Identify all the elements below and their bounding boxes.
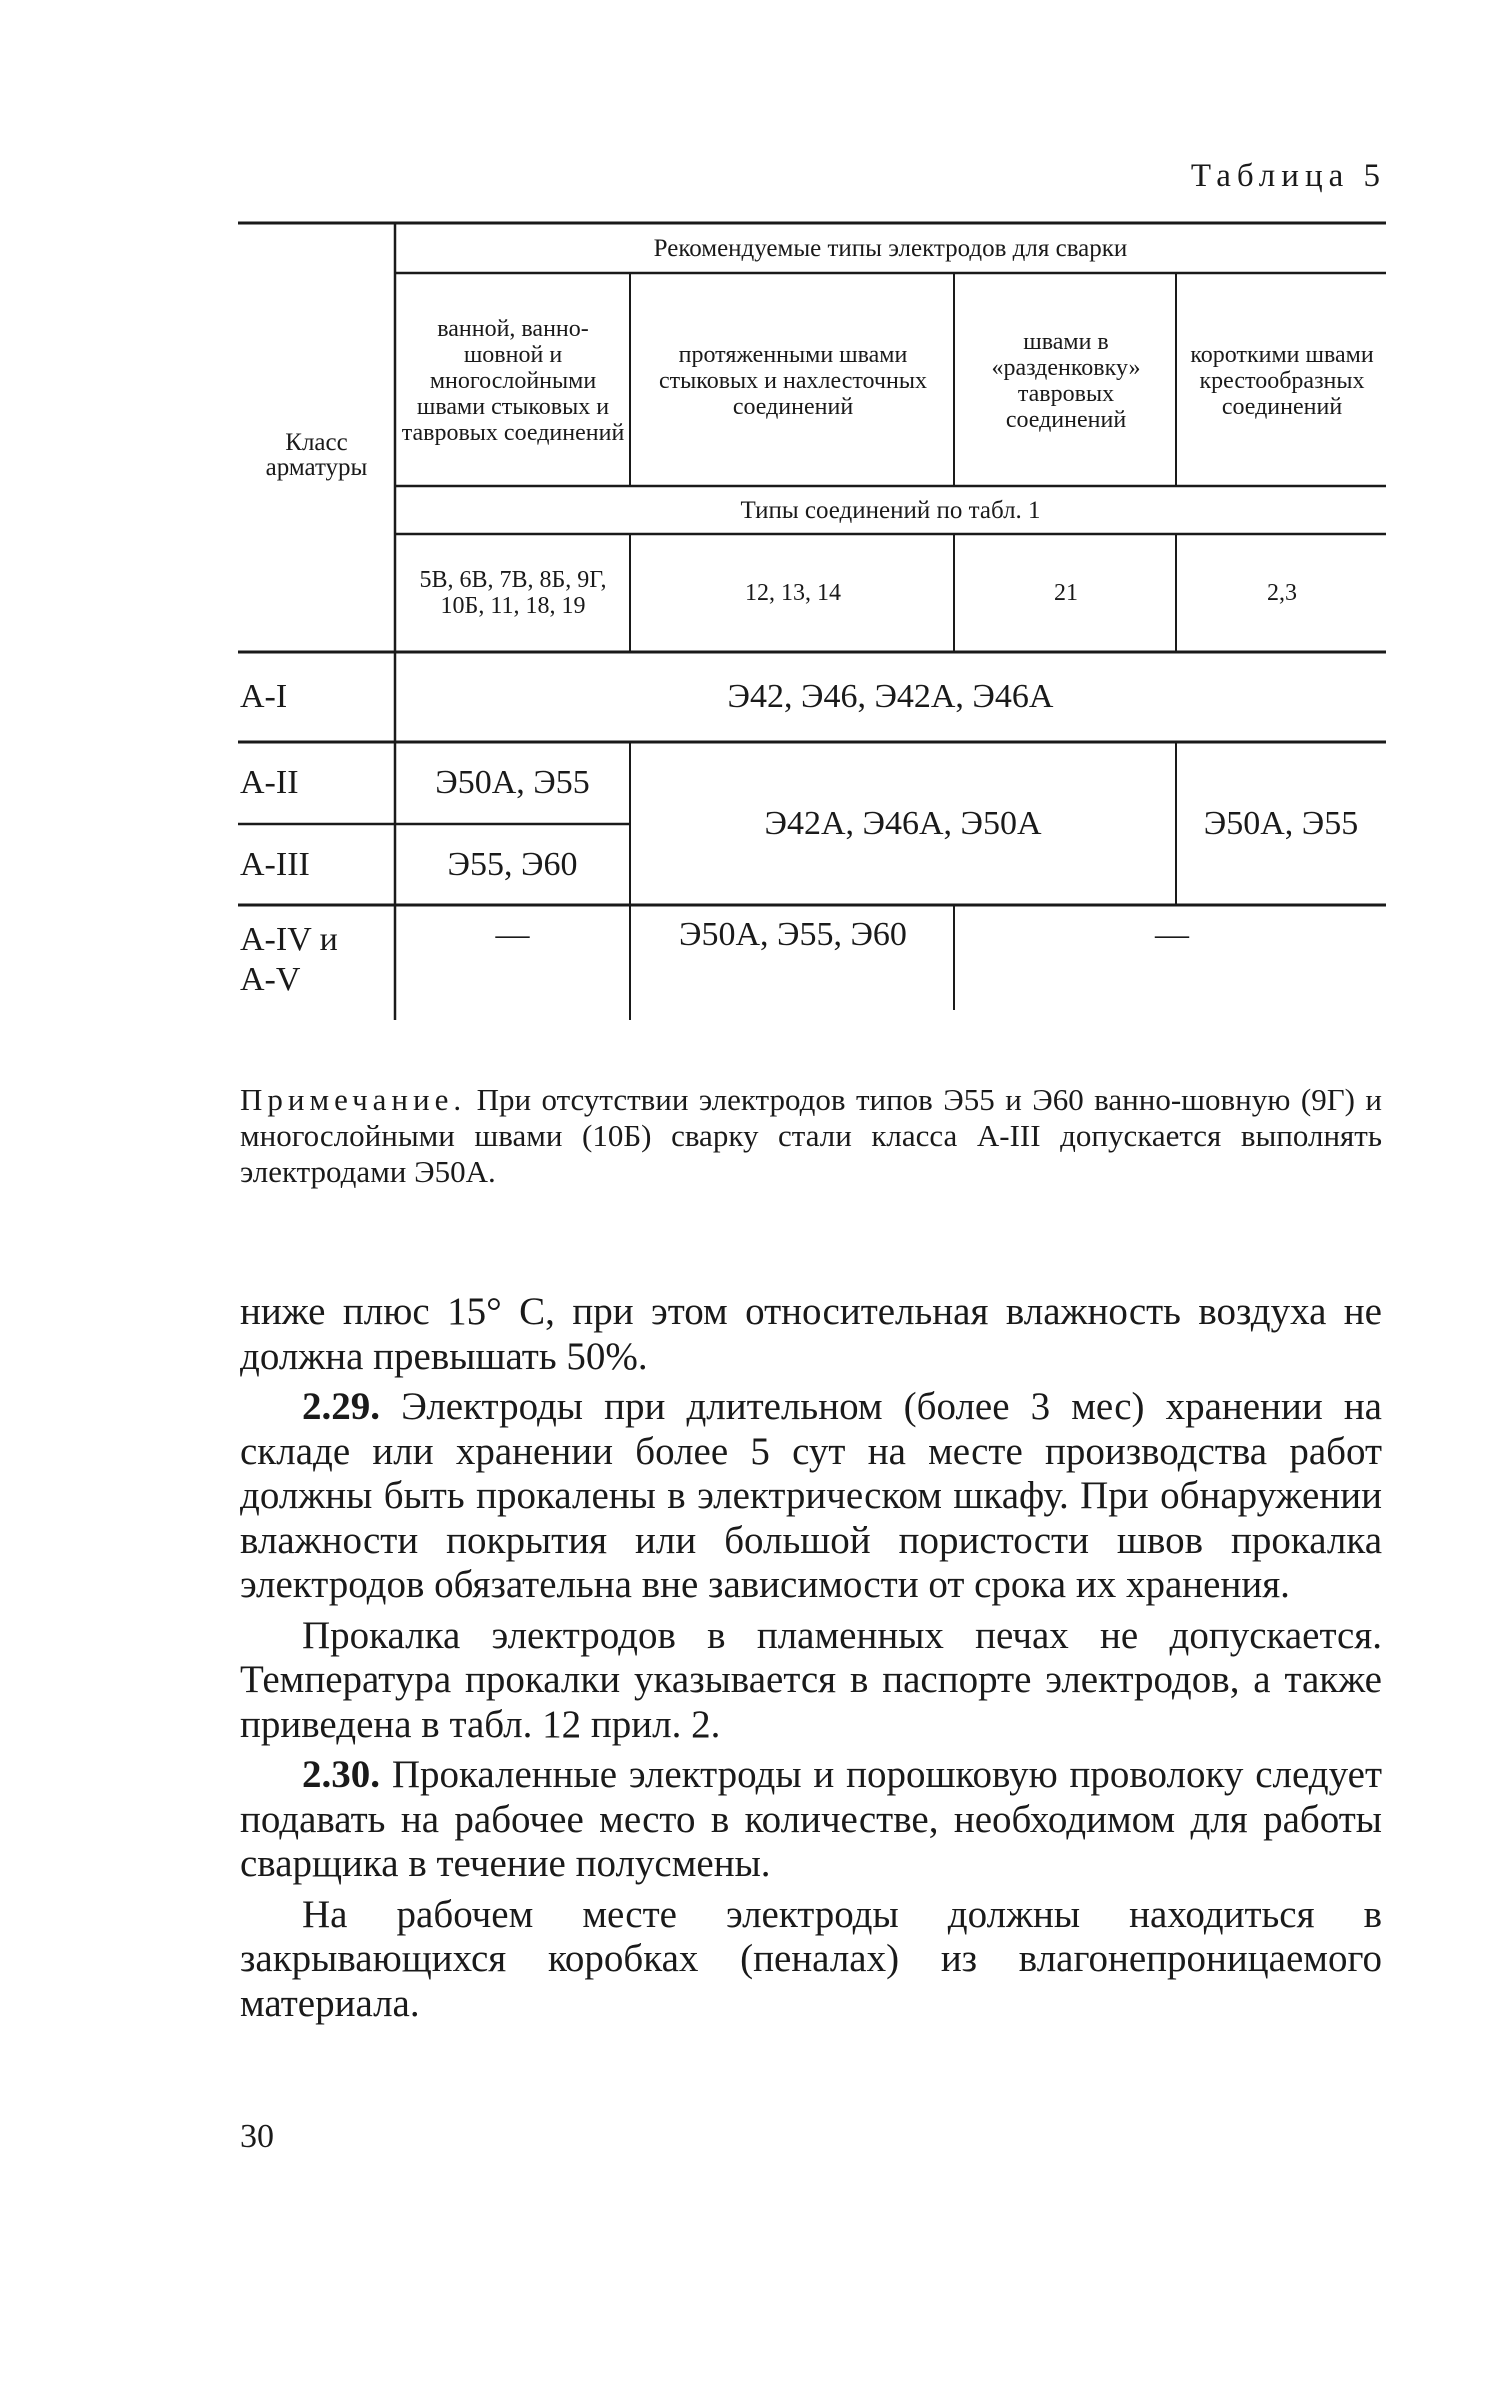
row-a45-short: — <box>1155 916 1189 953</box>
row-a1-value: Э42, Э46, Э42А, Э46А <box>727 678 1054 715</box>
body-text <box>240 1290 1382 2026</box>
row-a45-extended: Э50А, Э55, Э60 <box>679 916 907 953</box>
col-header-bath: ванной, ванно-шовной и многослойными швами стыковых и тавровых соединений <box>401 316 625 446</box>
paragraph-2-text: Электроды при длительном (более 3 мес) хранении на складе или хранении более 5 сут на месте производства работ должны быть прокалены в электрическом шкафу. При обнаружении влажности покрытия или большой пористости швов прокалка электродов обязательна вне зависимости от срока их хранения. <box>240 1385 1382 1606</box>
table-note <box>240 1082 1382 1190</box>
paragraph-4 <box>240 1753 1382 1887</box>
joint-types-header: Типы соединений по табл. 1 <box>740 496 1041 524</box>
row-a2-class: А-II <box>240 764 299 801</box>
recommended-header: Рекомендуемые типы электродов для сварки <box>653 235 1128 262</box>
row-a2-bath: Э50А, Э55 <box>435 764 590 801</box>
row-a1-class: А-I <box>240 678 288 715</box>
paragraph-3: Прокалка электродов в пламенных печах не допускается. Температура прокалки указывается в паспорте электродов, а также приведена в табл. 12 прил. 2. <box>240 1613 1382 1746</box>
note-text: При отсутствии электродов типов Э55 и Э60 ванно-шовную (9Г) и многослойными швами (10Б) сварку стали класса А-III допускается выполнять электродами Э50А. <box>240 1082 1382 1189</box>
paragraph-2 <box>240 1385 1382 1608</box>
paragraph-5: На рабочем месте электроды должны находиться в закрывающихся коробках (пеналах) из влагонепроницаемого материала. <box>240 1892 1382 2025</box>
note-label: Примечание. <box>240 1082 467 1117</box>
table-caption: Таблица 5 <box>1190 158 1386 194</box>
clause-2-30: 2.30. <box>302 1753 380 1796</box>
joint-types-bath: 5В, 6В, 7В, 8Б, 9Г, 10Б, 11, 18, 19 <box>419 567 607 619</box>
joint-types-short: 2,3 <box>1267 580 1297 606</box>
joint-types-extended: 12, 13, 14 <box>745 580 841 606</box>
row-a23-short: Э50А, Э55 <box>1203 805 1359 842</box>
paragraph-4-text: Прокаленные электроды и порошковую проволоку следует подавать на рабочее место в количестве, необходимом для работы сварщика в течение полусмены. <box>240 1753 1382 1885</box>
electrode-table <box>238 220 1386 1040</box>
joint-types-groove: 21 <box>1054 580 1078 606</box>
row-a3-class: А-III <box>240 846 310 883</box>
row-a45-class: А-IV и А-V <box>240 921 338 998</box>
clause-2-29: 2.29. <box>302 1385 380 1428</box>
row-a23-shared: Э42А, Э46А, Э50А <box>764 805 1042 842</box>
paragraph-1: ниже плюс 15° С, при этом относительная влажность воздуха не должна превышать 50%. <box>240 1290 1382 1378</box>
col-header-groove: швами в «разденковку» тавровых соединений <box>991 329 1141 433</box>
col-header-extended: протяженными швами стыковых и нахлесточных соединений <box>659 342 927 420</box>
col-header-short: короткими швами крестообразных соединений <box>1190 342 1374 420</box>
page-number: 30 <box>240 2118 274 2155</box>
class-header: Класс арматуры <box>265 429 368 481</box>
row-a45-bath: — <box>495 916 530 953</box>
row-a3-bath: Э55, Э60 <box>447 846 578 883</box>
